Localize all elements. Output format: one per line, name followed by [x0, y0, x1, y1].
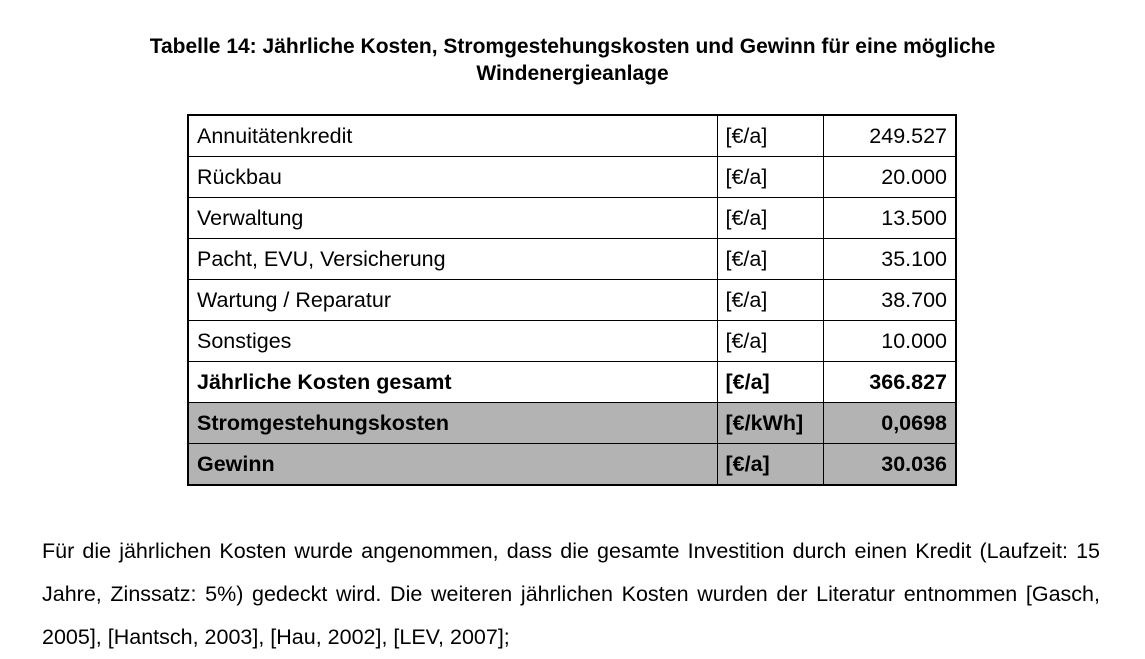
row-unit: [€/a] [717, 280, 823, 321]
table-row-total [188, 362, 956, 403]
row-label: Annuitätenkredit [188, 115, 717, 157]
table-row-annuitaetenkredit [188, 115, 956, 157]
table-row-gewinn [188, 444, 956, 486]
row-label: Wartung / Reparatur [188, 280, 717, 321]
row-value: 13.500 [823, 198, 956, 239]
table-caption-line-2: Windenergieanlage [476, 62, 669, 85]
annual-costs-table [187, 114, 957, 486]
row-unit: [€/kWh] [717, 403, 823, 444]
table-row-stromgestehungskosten [188, 403, 956, 444]
row-value: 30.036 [823, 444, 956, 486]
row-unit: [€/a] [717, 239, 823, 280]
row-label: Verwaltung [188, 198, 717, 239]
table-row-wartung [188, 280, 956, 321]
table-caption [60, 33, 1085, 87]
row-label: Rückbau [188, 157, 717, 198]
row-label: Pacht, EVU, Versicherung [188, 239, 717, 280]
row-value: 10.000 [823, 321, 956, 362]
row-value: 35.100 [823, 239, 956, 280]
table-row-sonstiges [188, 321, 956, 362]
row-unit: [€/a] [717, 321, 823, 362]
row-value: 249.527 [823, 115, 956, 157]
row-label: Gewinn [188, 444, 717, 486]
row-label: Stromgestehungskosten [188, 403, 717, 444]
row-value: 20.000 [823, 157, 956, 198]
table-row-pacht [188, 239, 956, 280]
body-paragraph: Für die jährlichen Kosten wurde angenommen, dass die gesamte Investition durch einen Kredit (Laufzeit: 15 Jahre, Zinssatz: 5%) gedeckt wird. Die weiteren jährlichen Kosten wurden der Literatur entnommen [Gasch, 2005], [Hantsch, 2003], [Hau, 2002], [LEV, 2007]; [42, 539, 1100, 649]
row-value: 0,0698 [823, 403, 956, 444]
table-row-verwaltung [188, 198, 956, 239]
row-unit: [€/a] [717, 115, 823, 157]
row-unit: [€/a] [717, 198, 823, 239]
row-value: 38.700 [823, 280, 956, 321]
row-unit: [€/a] [717, 444, 823, 486]
table-row-rueckbau [188, 157, 956, 198]
table-caption-line-1: Tabelle 14: Jährliche Kosten, Stromgestehungskosten und Gewinn für eine mögliche [149, 35, 996, 58]
row-unit: [€/a] [717, 362, 823, 403]
row-unit: [€/a] [717, 157, 823, 198]
row-label: Jährliche Kosten gesamt [188, 362, 717, 403]
row-value: 366.827 [823, 362, 956, 403]
row-label: Sonstiges [188, 321, 717, 362]
